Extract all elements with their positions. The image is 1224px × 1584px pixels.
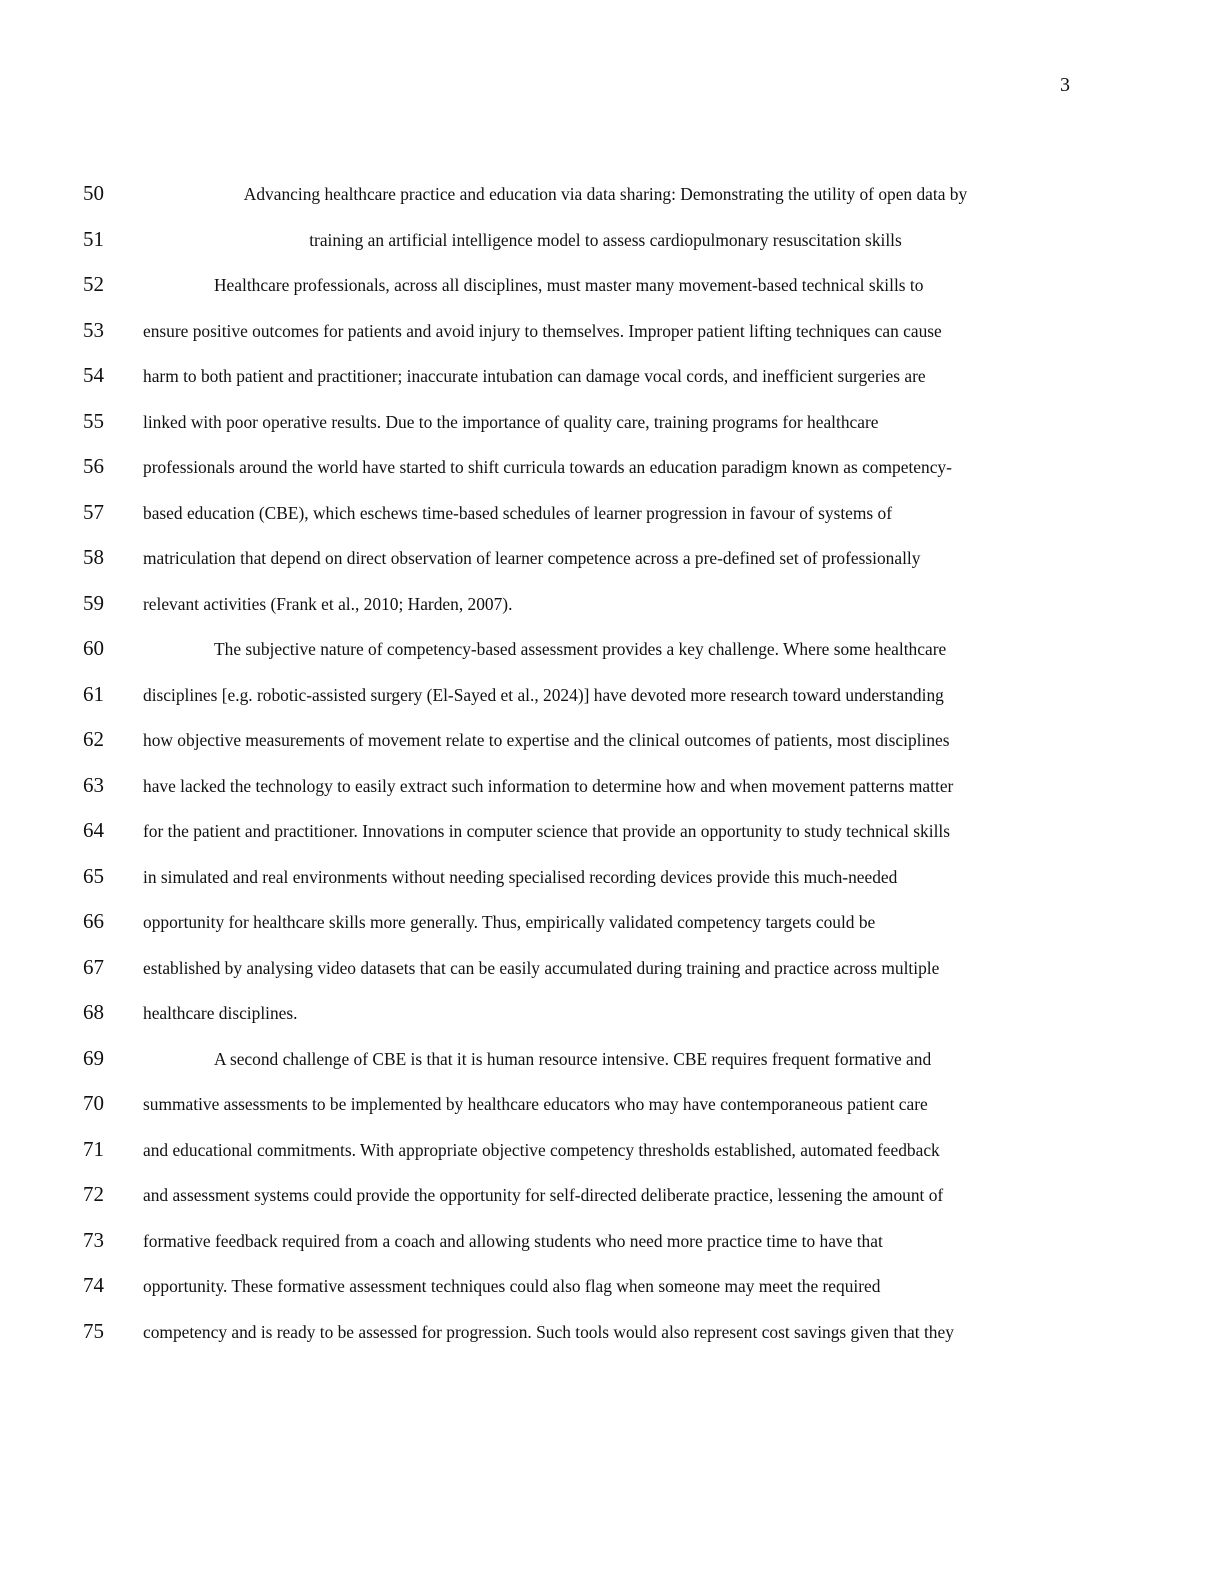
line-number: 75 [83, 1318, 104, 1343]
manuscript-line [0, 1134, 1224, 1180]
manuscript-line [0, 1088, 1224, 1134]
manuscript-line [0, 451, 1224, 497]
manuscript-line [0, 1179, 1224, 1225]
line-number: 64 [83, 818, 104, 842]
manuscript-line [0, 315, 1224, 361]
manuscript-line [0, 952, 1224, 998]
manuscript-line [0, 224, 1224, 270]
manuscript-line [0, 588, 1224, 634]
paragraph-first-line: Healthcare professionals, across all disciplines, must master many movement-based technical skills to [214, 275, 924, 295]
body-text-line: opportunity. These formative assessment techniques could also flag when someone may meet the required [143, 1276, 881, 1296]
manuscript-line [0, 542, 1224, 588]
line-number: 63 [83, 772, 104, 797]
manuscript-line [0, 406, 1224, 452]
manuscript-line [0, 724, 1224, 770]
body-text-line: formative feedback required from a coach and allowing students who need more practice time to have that [143, 1230, 883, 1251]
line-number: 54 [83, 363, 104, 387]
line-number: 60 [83, 636, 104, 660]
body-text-line: summative assessments to be implemented by healthcare educators who may have contemporaneous patient care [143, 1094, 928, 1114]
body-text-line: based education (CBE), which eschews time-based schedules of learner progression in favour of systems of [143, 502, 893, 523]
body-text-line: relevant activities (Frank et al., 2010; Harden, 2007). [143, 593, 513, 614]
line-number: 58 [83, 545, 104, 569]
manuscript-line [0, 497, 1224, 543]
line-number: 56 [83, 454, 104, 478]
manuscript-line [0, 770, 1224, 816]
line-number: 62 [83, 727, 104, 751]
line-number: 70 [83, 1091, 104, 1115]
title-line: training an artificial intelligence model to assess cardiopulmonary resuscitation skills [309, 229, 902, 250]
manuscript-line [0, 1316, 1224, 1362]
manuscript-line [0, 861, 1224, 907]
line-number: 68 [83, 1000, 104, 1024]
body-text-line: harm to both patient and practitioner; inaccurate intubation can damage vocal cords, and inefficient surgeries are [143, 366, 926, 386]
body-text-line: healthcare disciplines. [143, 1003, 298, 1023]
body-text-line: for the patient and practitioner. Innovations in computer science that provide an opportunity to study technical skills [143, 821, 951, 841]
body-text-line: linked with poor operative results. Due to the importance of quality care, training programs for healthcare [143, 411, 879, 432]
manuscript-line [0, 633, 1224, 679]
line-number: 50 [83, 181, 104, 205]
manuscript-body [0, 178, 1224, 1361]
line-number: 57 [83, 499, 104, 524]
line-number: 73 [83, 1227, 104, 1252]
body-text-line: and educational commitments. With appropriate objective competency thresholds established, automated feedback [143, 1139, 940, 1160]
manuscript-line [0, 1225, 1224, 1271]
body-text-line: professionals around the world have started to shift curricula towards an education paradigm known as competency- [143, 457, 952, 477]
body-text-line: and assessment systems could provide the opportunity for self-directed deliberate practice, lessening the amount of [143, 1185, 944, 1205]
line-number: 51 [83, 226, 104, 251]
body-text-line: ensure positive outcomes for patients and avoid injury to themselves. Improper patient lifting techniques can cause [143, 320, 942, 341]
line-number: 52 [83, 272, 104, 296]
manuscript-line [0, 997, 1224, 1043]
manuscript-line [0, 679, 1224, 725]
line-number: 67 [83, 954, 104, 979]
body-text-line: established by analysing video datasets that can be easily accumulated during training and practice across multiple [143, 957, 940, 978]
line-number: 74 [83, 1273, 104, 1297]
line-number: 61 [83, 681, 104, 706]
manuscript-line [0, 1043, 1224, 1089]
manuscript-line [0, 906, 1224, 952]
line-number: 53 [83, 317, 104, 342]
manuscript-line [0, 815, 1224, 861]
paragraph-first-line: The subjective nature of competency-based assessment provides a key challenge. Where some healthcare [214, 639, 947, 659]
body-text-line: disciplines [e.g. robotic-assisted surgery (El-Sayed et al., 2024)] have devoted more research toward understanding [143, 684, 944, 705]
line-number: 59 [83, 590, 104, 615]
line-number: 65 [83, 863, 104, 888]
body-text-line: matriculation that depend on direct observation of learner competence across a pre-defined set of professionally [143, 548, 921, 568]
line-number: 55 [83, 408, 104, 433]
body-text-line: in simulated and real environments without needing specialised recording devices provide this much-needed [143, 866, 898, 887]
body-text-line: competency and is ready to be assessed for progression. Such tools would also represent cost savings given that they [143, 1321, 954, 1342]
title-line: Advancing healthcare practice and education via data sharing: Demonstrating the utility of open data by [243, 184, 968, 204]
body-text-line: how objective measurements of movement relate to expertise and the clinical outcomes of patients, most disciplines [143, 730, 950, 750]
line-number: 69 [83, 1045, 104, 1070]
manuscript-line [0, 269, 1224, 315]
body-text-line: opportunity for healthcare skills more generally. Thus, empirically validated competency targets could be [143, 912, 876, 932]
manuscript-line [0, 360, 1224, 406]
line-number: 66 [83, 909, 104, 933]
line-number: 71 [83, 1136, 104, 1161]
manuscript-line [0, 1270, 1224, 1316]
page-number: 3 [1060, 74, 1070, 96]
line-number: 72 [83, 1182, 104, 1206]
paragraph-first-line: A second challenge of CBE is that it is human resource intensive. CBE requires frequent formative and [214, 1048, 932, 1069]
manuscript-line [0, 178, 1224, 224]
body-text-line: have lacked the technology to easily extract such information to determine how and when movement patterns matter [143, 775, 954, 796]
